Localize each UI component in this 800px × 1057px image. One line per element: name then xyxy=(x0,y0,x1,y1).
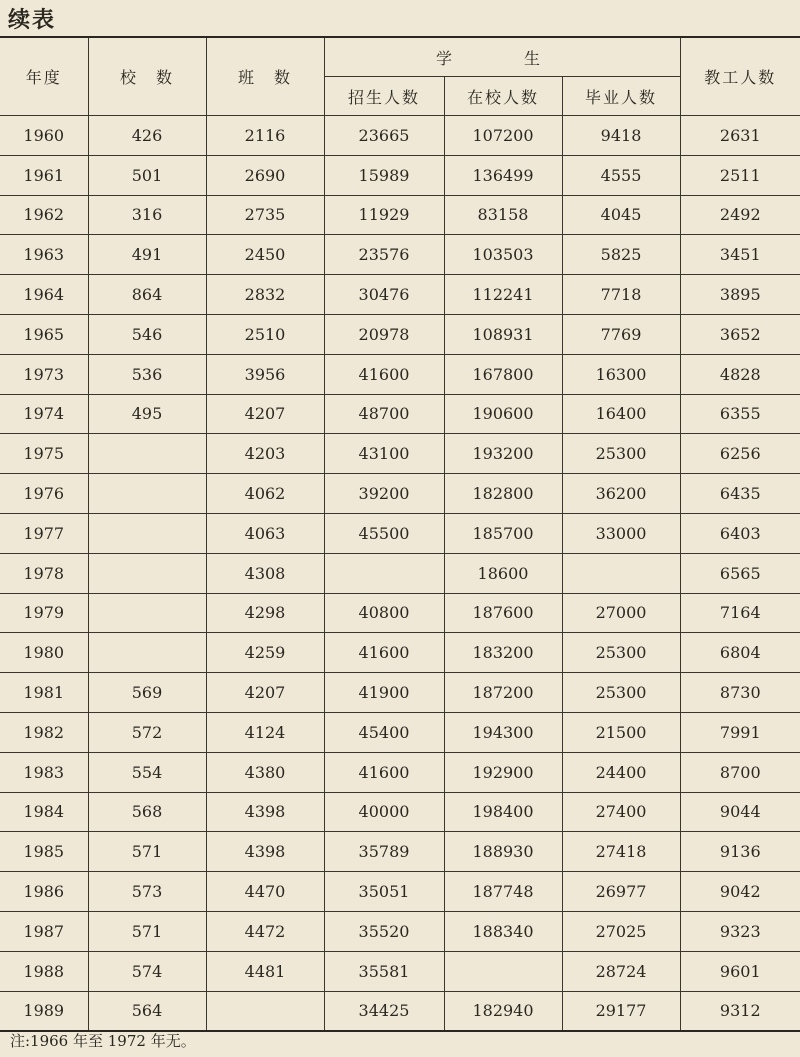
in-school-cell: 136499 xyxy=(444,155,562,195)
enrolled-cell: 34425 xyxy=(324,991,444,1031)
year-cell: 1978 xyxy=(0,553,88,593)
graduates-cell: 36200 xyxy=(562,474,680,514)
staff-cell: 2492 xyxy=(680,195,800,235)
table-row xyxy=(0,434,800,474)
footnote: 注:1966 年至 1972 年无。 xyxy=(10,1032,196,1050)
year-cell: 1982 xyxy=(0,712,88,752)
staff-cell: 6435 xyxy=(680,474,800,514)
year-cell: 1976 xyxy=(0,474,88,514)
in-school-cell: 187748 xyxy=(444,872,562,912)
in-school-cell: 192900 xyxy=(444,752,562,792)
graduates-cell: 25300 xyxy=(562,434,680,474)
schools-cell: 546 xyxy=(88,314,206,354)
in-school-cell: 185700 xyxy=(444,513,562,553)
staff-cell: 7991 xyxy=(680,712,800,752)
graduates-cell: 25300 xyxy=(562,673,680,713)
classes-cell: 2450 xyxy=(206,235,324,275)
enrolled-cell: 30476 xyxy=(324,275,444,315)
staff-cell: 3895 xyxy=(680,275,800,315)
year-cell: 1964 xyxy=(0,275,88,315)
year-cell: 1963 xyxy=(0,235,88,275)
in-school-cell: 183200 xyxy=(444,633,562,673)
schools-cell: 568 xyxy=(88,792,206,832)
enrolled-cell: 40800 xyxy=(324,593,444,633)
classes-cell: 4124 xyxy=(206,712,324,752)
classes-cell: 4398 xyxy=(206,832,324,872)
graduates-cell: 21500 xyxy=(562,712,680,752)
classes-cell xyxy=(206,991,324,1031)
schools-cell xyxy=(88,633,206,673)
table-row xyxy=(0,195,800,235)
table-body xyxy=(0,116,800,1032)
staff-cell: 9044 xyxy=(680,792,800,832)
year-cell: 1965 xyxy=(0,314,88,354)
enrolled-cell: 45400 xyxy=(324,712,444,752)
classes-cell: 4398 xyxy=(206,792,324,832)
graduates-cell: 28724 xyxy=(562,951,680,991)
schools-cell xyxy=(88,513,206,553)
header-year: 年度 xyxy=(0,37,88,116)
classes-cell: 4062 xyxy=(206,474,324,514)
classes-cell: 4207 xyxy=(206,673,324,713)
in-school-cell xyxy=(444,951,562,991)
table-row xyxy=(0,474,800,514)
year-cell: 1977 xyxy=(0,513,88,553)
in-school-cell: 188340 xyxy=(444,911,562,951)
classes-cell: 4207 xyxy=(206,394,324,434)
enrolled-cell: 41600 xyxy=(324,752,444,792)
schools-cell: 864 xyxy=(88,275,206,315)
schools-cell: 491 xyxy=(88,235,206,275)
graduates-cell: 27025 xyxy=(562,911,680,951)
schools-cell xyxy=(88,553,206,593)
year-cell: 1980 xyxy=(0,633,88,673)
enrolled-cell: 43100 xyxy=(324,434,444,474)
schools-cell: 569 xyxy=(88,673,206,713)
table-row xyxy=(0,394,800,434)
enrolled-cell: 39200 xyxy=(324,474,444,514)
table-row xyxy=(0,752,800,792)
staff-cell: 6565 xyxy=(680,553,800,593)
header-students-group: 学 生 xyxy=(324,37,680,77)
table-row xyxy=(0,911,800,951)
classes-cell: 2510 xyxy=(206,314,324,354)
in-school-cell: 112241 xyxy=(444,275,562,315)
staff-cell: 4828 xyxy=(680,354,800,394)
enrolled-cell: 40000 xyxy=(324,792,444,832)
year-cell: 1983 xyxy=(0,752,88,792)
header-classes: 班 数 xyxy=(206,37,324,116)
table-row xyxy=(0,593,800,633)
year-cell: 1981 xyxy=(0,673,88,713)
graduates-cell: 25300 xyxy=(562,633,680,673)
in-school-cell: 198400 xyxy=(444,792,562,832)
year-cell: 1988 xyxy=(0,951,88,991)
schools-cell: 574 xyxy=(88,951,206,991)
graduates-cell: 16300 xyxy=(562,354,680,394)
staff-cell: 6804 xyxy=(680,633,800,673)
staff-cell: 3652 xyxy=(680,314,800,354)
schools-cell: 571 xyxy=(88,911,206,951)
in-school-cell: 187200 xyxy=(444,673,562,713)
staff-cell: 6403 xyxy=(680,513,800,553)
table-row xyxy=(0,633,800,673)
schools-cell xyxy=(88,593,206,633)
in-school-cell: 193200 xyxy=(444,434,562,474)
graduates-cell: 9418 xyxy=(562,116,680,156)
schools-cell: 554 xyxy=(88,752,206,792)
classes-cell: 2832 xyxy=(206,275,324,315)
classes-cell: 2690 xyxy=(206,155,324,195)
graduates-cell: 16400 xyxy=(562,394,680,434)
year-cell: 1979 xyxy=(0,593,88,633)
enrolled-cell: 35789 xyxy=(324,832,444,872)
staff-cell: 9601 xyxy=(680,951,800,991)
table-title: 续表 xyxy=(8,8,57,33)
schools-cell: 426 xyxy=(88,116,206,156)
schools-cell: 572 xyxy=(88,712,206,752)
staff-cell: 8730 xyxy=(680,673,800,713)
schools-cell: 571 xyxy=(88,832,206,872)
graduates-cell: 27000 xyxy=(562,593,680,633)
enrolled-cell: 35051 xyxy=(324,872,444,912)
in-school-cell: 83158 xyxy=(444,195,562,235)
year-cell: 1962 xyxy=(0,195,88,235)
year-cell: 1973 xyxy=(0,354,88,394)
graduates-cell: 27418 xyxy=(562,832,680,872)
statistics-table xyxy=(0,36,800,1032)
graduates-cell: 27400 xyxy=(562,792,680,832)
classes-cell: 3956 xyxy=(206,354,324,394)
table-row xyxy=(0,951,800,991)
table-row xyxy=(0,116,800,156)
enrolled-cell: 41900 xyxy=(324,673,444,713)
table-row xyxy=(0,832,800,872)
in-school-cell: 108931 xyxy=(444,314,562,354)
table-row xyxy=(0,155,800,195)
graduates-cell: 4045 xyxy=(562,195,680,235)
year-cell: 1984 xyxy=(0,792,88,832)
enrolled-cell: 48700 xyxy=(324,394,444,434)
table-row xyxy=(0,872,800,912)
schools-cell: 564 xyxy=(88,991,206,1031)
table-row xyxy=(0,792,800,832)
staff-cell: 2631 xyxy=(680,116,800,156)
staff-cell: 8700 xyxy=(680,752,800,792)
classes-cell: 4063 xyxy=(206,513,324,553)
schools-cell: 536 xyxy=(88,354,206,394)
graduates-cell: 5825 xyxy=(562,235,680,275)
in-school-cell: 194300 xyxy=(444,712,562,752)
classes-cell: 4259 xyxy=(206,633,324,673)
enrolled-cell: 11929 xyxy=(324,195,444,235)
in-school-cell: 190600 xyxy=(444,394,562,434)
year-cell: 1986 xyxy=(0,872,88,912)
year-cell: 1961 xyxy=(0,155,88,195)
enrolled-cell: 23665 xyxy=(324,116,444,156)
table-row xyxy=(0,314,800,354)
year-cell: 1985 xyxy=(0,832,88,872)
in-school-cell: 187600 xyxy=(444,593,562,633)
schools-cell: 495 xyxy=(88,394,206,434)
schools-cell xyxy=(88,434,206,474)
enrolled-cell: 15989 xyxy=(324,155,444,195)
graduates-cell: 33000 xyxy=(562,513,680,553)
in-school-cell: 167800 xyxy=(444,354,562,394)
enrolled-cell: 23576 xyxy=(324,235,444,275)
graduates-cell xyxy=(562,553,680,593)
graduates-cell: 29177 xyxy=(562,991,680,1031)
in-school-cell: 18600 xyxy=(444,553,562,593)
table-row xyxy=(0,673,800,713)
staff-cell: 9323 xyxy=(680,911,800,951)
header-schools: 校 数 xyxy=(88,37,206,116)
classes-cell: 4298 xyxy=(206,593,324,633)
classes-cell: 2735 xyxy=(206,195,324,235)
staff-cell: 6355 xyxy=(680,394,800,434)
schools-cell: 573 xyxy=(88,872,206,912)
graduates-cell: 4555 xyxy=(562,155,680,195)
enrolled-cell: 35581 xyxy=(324,951,444,991)
enrolled-cell xyxy=(324,553,444,593)
enrolled-cell: 41600 xyxy=(324,633,444,673)
in-school-cell: 182800 xyxy=(444,474,562,514)
table-row xyxy=(0,513,800,553)
in-school-cell: 107200 xyxy=(444,116,562,156)
classes-cell: 4380 xyxy=(206,752,324,792)
enrolled-cell: 35520 xyxy=(324,911,444,951)
table-row xyxy=(0,275,800,315)
staff-cell: 2511 xyxy=(680,155,800,195)
schools-cell: 501 xyxy=(88,155,206,195)
graduates-cell: 7769 xyxy=(562,314,680,354)
header-graduates: 毕业人数 xyxy=(562,77,680,116)
in-school-cell: 188930 xyxy=(444,832,562,872)
classes-cell: 4481 xyxy=(206,951,324,991)
in-school-cell: 182940 xyxy=(444,991,562,1031)
year-cell: 1989 xyxy=(0,991,88,1031)
staff-cell: 9042 xyxy=(680,872,800,912)
classes-cell: 4203 xyxy=(206,434,324,474)
schools-cell xyxy=(88,474,206,514)
year-cell: 1987 xyxy=(0,911,88,951)
year-cell: 1960 xyxy=(0,116,88,156)
staff-cell: 7164 xyxy=(680,593,800,633)
enrolled-cell: 45500 xyxy=(324,513,444,553)
graduates-cell: 7718 xyxy=(562,275,680,315)
staff-cell: 3451 xyxy=(680,235,800,275)
table-row xyxy=(0,354,800,394)
graduates-cell: 24400 xyxy=(562,752,680,792)
table-row xyxy=(0,712,800,752)
classes-cell: 4470 xyxy=(206,872,324,912)
table-row xyxy=(0,553,800,593)
staff-cell: 9312 xyxy=(680,991,800,1031)
classes-cell: 4308 xyxy=(206,553,324,593)
staff-cell: 9136 xyxy=(680,832,800,872)
header-enrolled: 招生人数 xyxy=(324,77,444,116)
classes-cell: 2116 xyxy=(206,116,324,156)
year-cell: 1974 xyxy=(0,394,88,434)
enrolled-cell: 20978 xyxy=(324,314,444,354)
enrolled-cell: 41600 xyxy=(324,354,444,394)
staff-cell: 6256 xyxy=(680,434,800,474)
graduates-cell: 26977 xyxy=(562,872,680,912)
classes-cell: 4472 xyxy=(206,911,324,951)
schools-cell: 316 xyxy=(88,195,206,235)
year-cell: 1975 xyxy=(0,434,88,474)
header-staff: 教工人数 xyxy=(680,37,800,116)
in-school-cell: 103503 xyxy=(444,235,562,275)
table-row xyxy=(0,991,800,1031)
table-row xyxy=(0,235,800,275)
header-in-school: 在校人数 xyxy=(444,77,562,116)
